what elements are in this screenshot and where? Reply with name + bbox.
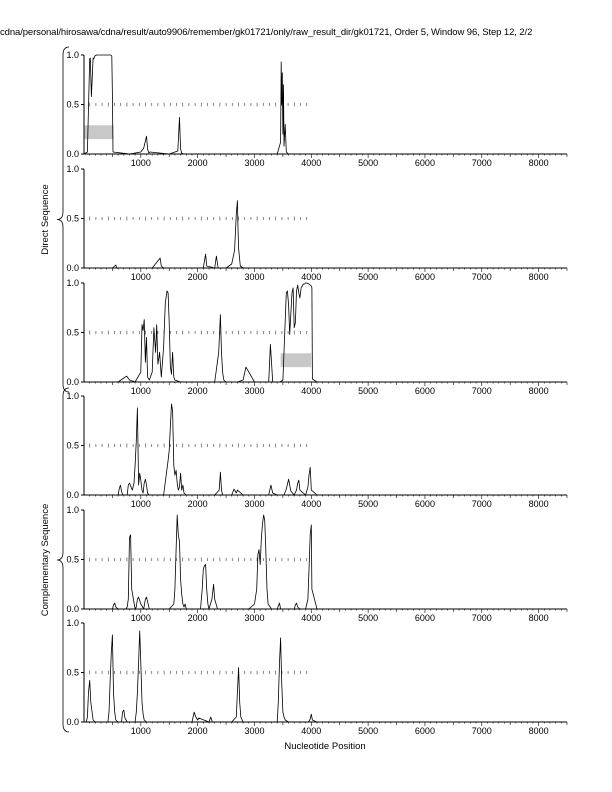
x-tick-label: 6000	[414, 613, 435, 623]
group-label: Direct Sequence	[40, 184, 51, 255]
series-line	[84, 515, 567, 609]
y-tick-label: 0.0	[66, 717, 79, 727]
x-tick-label: 6000	[414, 158, 435, 168]
panel-4	[66, 391, 567, 509]
x-tick-label: 3000	[244, 726, 265, 736]
x-tick-label: 2000	[187, 499, 208, 509]
y-tick-label: 0.0	[66, 263, 79, 273]
x-tick-label: 1000	[130, 613, 151, 623]
x-tick-label: 3000	[244, 613, 265, 623]
y-tick-label: 0.0	[66, 604, 79, 614]
y-tick-label: 0.5	[66, 327, 79, 338]
x-tick-label: 7000	[471, 386, 492, 396]
y-tick-label: 0.5	[66, 213, 79, 224]
series-line	[84, 283, 567, 382]
x-tick-label: 4000	[301, 158, 322, 168]
x-tick-label: 1000	[130, 726, 151, 736]
y-tick-label: 0.5	[66, 99, 79, 110]
panel-1	[66, 50, 567, 168]
x-tick-label: 6000	[414, 386, 435, 396]
x-tick-label: 8000	[528, 386, 549, 396]
x-tick-label: 2000	[187, 726, 208, 736]
x-tick-label: 1000	[130, 499, 151, 509]
x-tick-label: 7000	[471, 158, 492, 168]
x-tick-label: 3000	[244, 499, 265, 509]
series-line	[84, 201, 567, 268]
x-tick-label: 2000	[187, 158, 208, 168]
panel-6	[66, 618, 567, 736]
x-tick-label: 4000	[301, 613, 322, 623]
x-tick-label: 7000	[471, 272, 492, 282]
highlight-box	[84, 125, 114, 139]
x-tick-label: 5000	[358, 726, 379, 736]
panel-5	[66, 505, 567, 623]
x-tick-label: 3000	[244, 158, 265, 168]
x-tick-label: 1000	[130, 158, 151, 168]
highlight-box	[281, 353, 312, 367]
x-tick-label: 3000	[244, 272, 265, 282]
y-tick-label: 1.0	[66, 505, 79, 515]
panel-2	[66, 164, 567, 282]
x-tick-label: 8000	[528, 613, 549, 623]
x-tick-label: 8000	[528, 499, 549, 509]
group-label: Complementary Sequence	[40, 503, 51, 617]
page-title: cdna/personal/hirosawa/cdna/result/auto9906/remember/gk01721/only/raw_result_dir/gk01721, Order 5, Window 96, Step 12, 2/2	[0, 27, 533, 38]
y-tick-label: 1.0	[66, 164, 79, 174]
x-tick-label: 5000	[358, 499, 379, 509]
y-tick-label: 0.5	[66, 554, 79, 565]
x-tick-label: 5000	[358, 272, 379, 282]
panel-3	[66, 278, 567, 396]
x-tick-label: 4000	[301, 386, 322, 396]
y-tick-label: 1.0	[66, 50, 79, 60]
x-tick-label: 7000	[471, 499, 492, 509]
x-tick-label: 5000	[358, 613, 379, 623]
x-tick-label: 6000	[414, 499, 435, 509]
x-tick-label: 8000	[528, 272, 549, 282]
x-tick-label: 8000	[528, 726, 549, 736]
x-tick-label: 2000	[187, 613, 208, 623]
y-tick-label: 0.0	[66, 149, 79, 159]
series-line	[84, 631, 567, 722]
x-tick-label: 8000	[528, 158, 549, 168]
x-tick-label: 3000	[244, 386, 265, 396]
y-tick-label: 0.5	[66, 440, 79, 451]
x-tick-label: 1000	[130, 386, 151, 396]
y-tick-label: 1.0	[66, 278, 79, 288]
x-tick-label: 4000	[301, 499, 322, 509]
x-tick-label: 1000	[130, 272, 151, 282]
y-tick-label: 1.0	[66, 618, 79, 628]
x-tick-label: 4000	[301, 726, 322, 736]
x-tick-label: 5000	[358, 158, 379, 168]
x-tick-label: 5000	[358, 386, 379, 396]
x-tick-label: 7000	[471, 726, 492, 736]
x-tick-label: 6000	[414, 726, 435, 736]
series-line	[84, 55, 567, 154]
x-tick-label: 2000	[187, 272, 208, 282]
y-tick-label: 0.0	[66, 377, 79, 387]
series-line	[84, 404, 567, 495]
x-tick-label: 4000	[301, 272, 322, 282]
x-axis-title: Nucleotide Position	[284, 741, 366, 752]
y-tick-label: 1.0	[66, 391, 79, 401]
x-tick-label: 7000	[471, 613, 492, 623]
x-tick-label: 2000	[187, 386, 208, 396]
y-tick-label: 0.5	[66, 667, 79, 678]
x-tick-label: 6000	[414, 272, 435, 282]
y-tick-label: 0.0	[66, 490, 79, 500]
